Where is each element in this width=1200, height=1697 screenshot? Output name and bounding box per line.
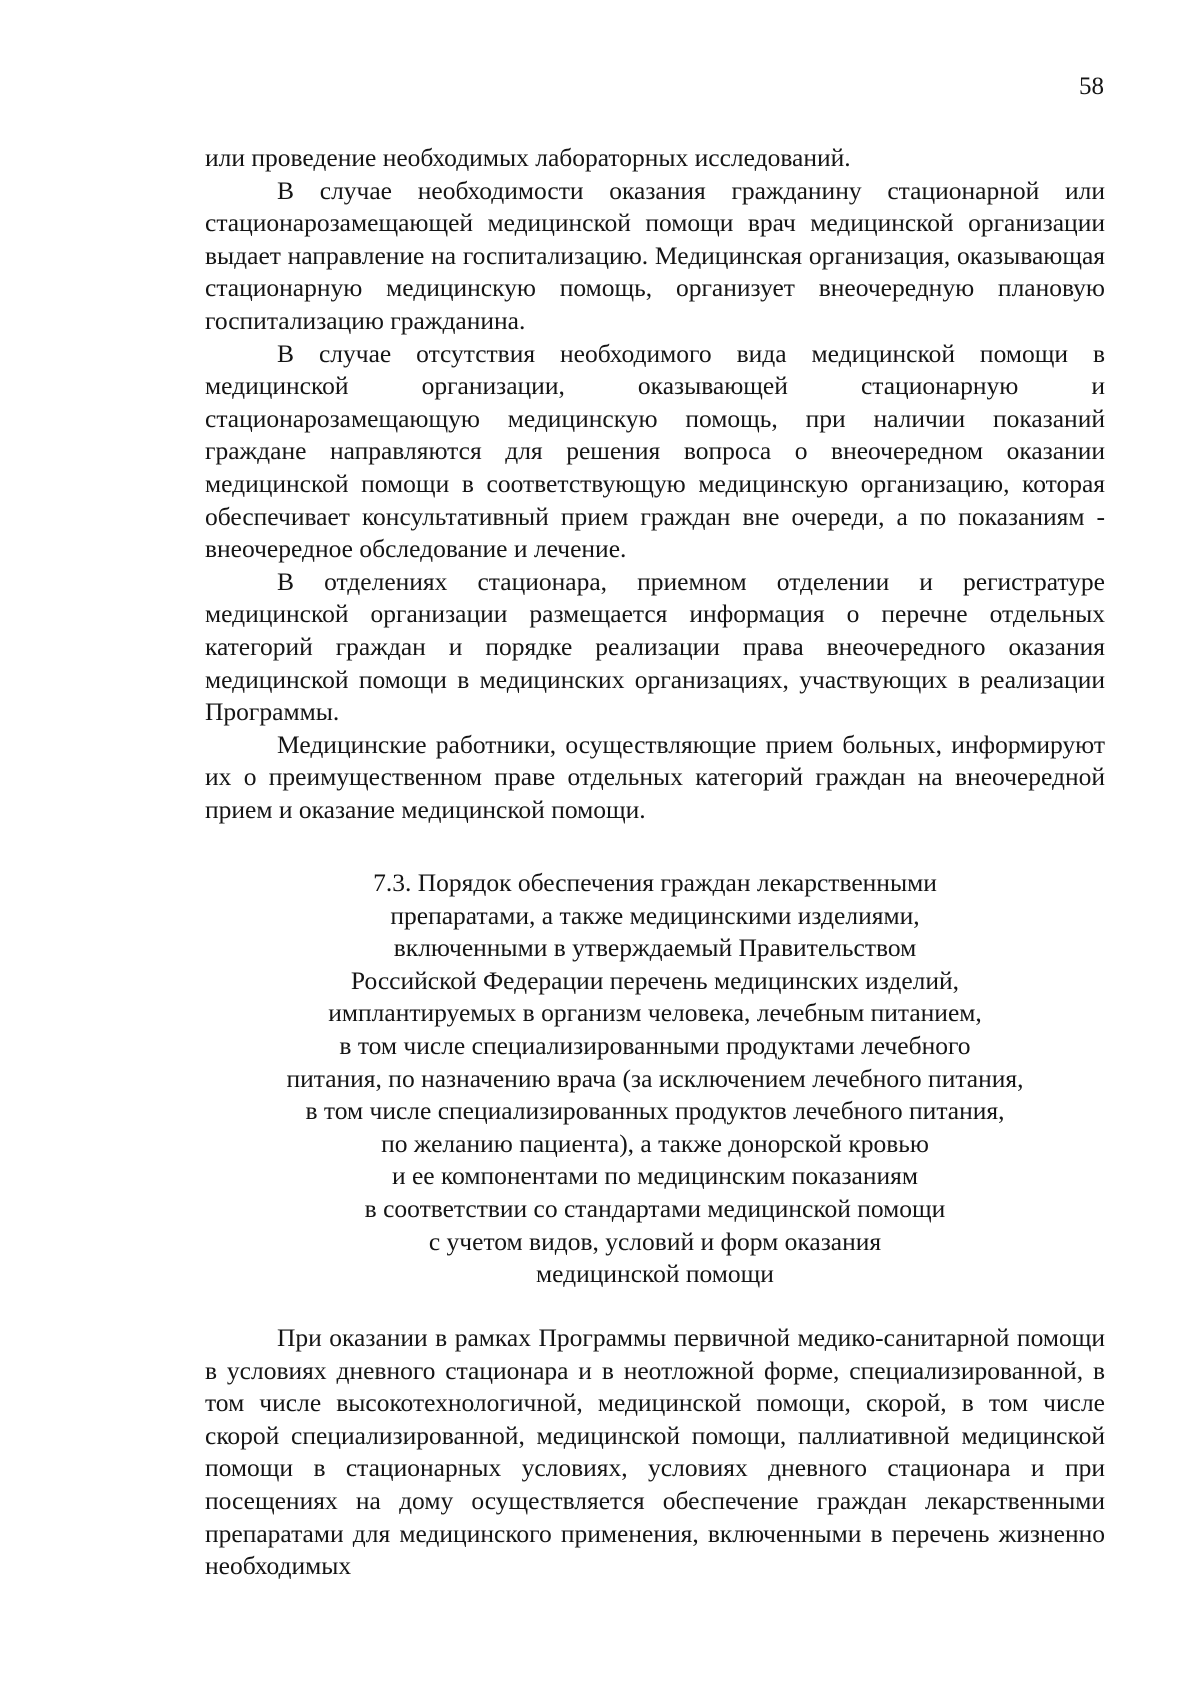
section-heading-7-3 bbox=[225, 867, 1085, 1291]
heading-line: в том числе специализированных продуктов лечебного питания, bbox=[305, 1096, 1005, 1126]
heading-line: в соответствии со стандартами медицинской помощи bbox=[364, 1193, 946, 1223]
heading-line: медицинской помощи bbox=[536, 1259, 774, 1289]
heading-line: по желанию пациента), а также донорской кровью bbox=[381, 1128, 929, 1158]
page-number: 58 bbox=[1079, 73, 1104, 100]
paragraph-information-placement: В отделениях стационара, приемном отделении и регистратуре медицинской организации размещается информация о перечне отдельных категорий граждан и порядке реализации права внеочередного оказания медицинской помощи в медицинских организациях, участвующих в реализации Программы. bbox=[205, 566, 1105, 727]
paragraph-hospitalization-referral: В случае необходимости оказания гражданину стационарной или стационарозамещающей медицинской помощи врач медицинской организации выдает направление на госпитализацию. Медицинская организация, оказывающая стационарную медицинскую помощь, организует внеочередную плановую госпитализацию гражданина. bbox=[205, 175, 1105, 335]
paragraph-medical-workers-inform: Медицинские работники, осуществляющие прием больных, информируют их о преимущественном праве отдельных категорий граждан на внеочередной прием и оказание медицинской помощи. bbox=[205, 729, 1105, 824]
heading-line: имплантируемых в организм человека, лечебным питанием, bbox=[328, 998, 982, 1028]
heading-line: Российской Федерации перечень медицинских изделий, bbox=[350, 965, 960, 995]
body-text-bottom bbox=[205, 1322, 1105, 1583]
heading-line: 7.3. Порядок обеспечения граждан лекарственными bbox=[373, 868, 937, 897]
heading-line: с учетом видов, условий и форм оказания bbox=[428, 1226, 882, 1256]
body-text-top bbox=[205, 142, 1105, 826]
heading-line: в том числе специализированными продуктами лечебного bbox=[339, 1030, 971, 1060]
paragraph-referral-other-organization: В случае отсутствия необходимого вида медицинской помощи в медицинской организации, оказывающей стационарную и стационарозамещающую медицинскую помощь, при наличии показаний граждане направляются для решения вопроса о внеочередном оказании медицинской помощи в соответствующую медицинскую организацию, которая обеспечивает консультативный прием граждан вне очереди, а по показаниям - внеочередное обследование и лечение. bbox=[205, 338, 1105, 564]
heading-line: питания, по назначению врача (за исключением лечебного питания, bbox=[286, 1063, 1024, 1093]
paragraph-continuation: или проведение необходимых лабораторных исследований. bbox=[205, 143, 851, 172]
heading-line: препаратами, а также медицинскими изделиями, bbox=[390, 900, 920, 930]
paragraph-drug-provision: При оказании в рамках Программы первичной медико-санитарной помощи в условиях дневного стационара и в неотложной форме, специализированной, в том числе высокотехнологичной, медицинской помощи, скорой, в том числе скорой специализированной, медицинской помощи, паллиативной медицинской помощи в стационарных условиях, условиях дневного стационара и при посещениях на дому осуществляется обеспечение граждан лекарственными препаратами для медицинского применения, включенными в перечень жизненно необходимых bbox=[205, 1323, 1105, 1581]
heading-line: и ее компонентами по медицинским показаниям bbox=[391, 1161, 919, 1191]
heading-line: включенными в утверждаемый Правительством bbox=[393, 933, 917, 963]
